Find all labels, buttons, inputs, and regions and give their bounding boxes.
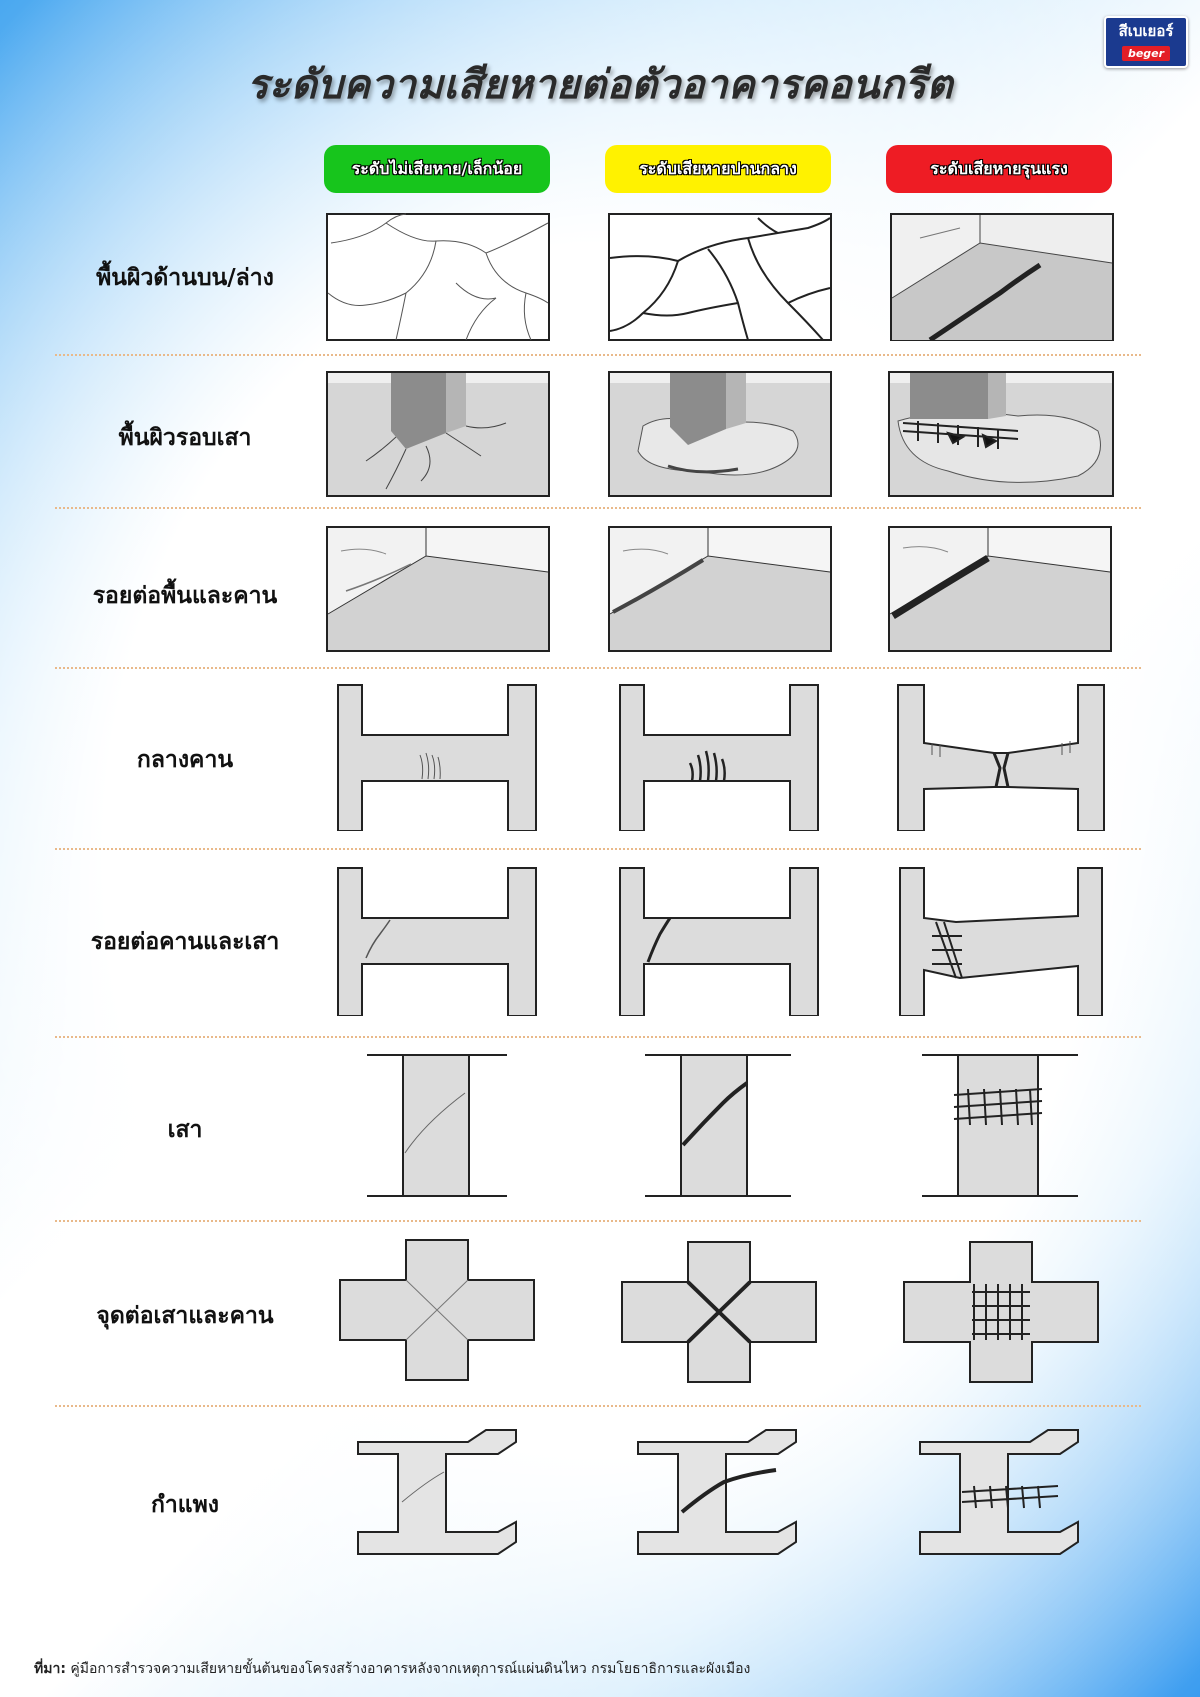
logo-thai-text: สีเบเยอร์ (1118, 22, 1174, 40)
slab-around-column-moderate-illustration (608, 371, 832, 497)
column-moderate-illustration (643, 1053, 793, 1198)
column-beam-connection-moderate-illustration (620, 1240, 818, 1384)
row-label-slab-beam-joint: รอยต่อพื้นและคาน (92, 583, 278, 609)
level-header-minor: ระดับไม่เสียหาย/เล็กน้อย (324, 145, 550, 193)
row-label-slab-around-column: พื้นผิวรอบเสา (118, 425, 252, 451)
row-divider (55, 848, 1141, 850)
row-divider (55, 1405, 1141, 1407)
row-label-wall: กำแพง (150, 1492, 220, 1518)
row-divider (55, 354, 1141, 356)
wall-moderate-illustration (636, 1422, 800, 1572)
slab-beam-joint-severe-illustration (888, 526, 1112, 652)
mid-beam-severe-illustration (896, 683, 1106, 831)
source-prefix: ที่มา: (34, 1661, 66, 1677)
row-label-column-beam-connection: จุดต่อเสาและคาน (96, 1303, 274, 1329)
slab-around-column-severe-illustration (888, 371, 1114, 497)
row-divider (55, 507, 1141, 509)
column-minor-illustration (365, 1053, 509, 1198)
level-header-severe: ระดับเสียหายรุนแรง (886, 145, 1112, 193)
logo-english-text: beger (1122, 46, 1170, 61)
row-label-mid-beam: กลางคาน (136, 747, 234, 773)
slab-surface-severe-illustration (890, 213, 1114, 341)
row-divider (55, 1036, 1141, 1038)
wall-minor-illustration (356, 1422, 518, 1572)
slab-beam-joint-moderate-illustration (608, 526, 832, 652)
source-text: คู่มือการสำรวจความเสียหายขั้นต้นของโครงสร้างอาคารหลังจากเหตุการณ์แผ่นดินไหว กรมโยธาธิการและผังเมือง (70, 1661, 751, 1677)
mid-beam-minor-illustration (332, 683, 542, 831)
column-beam-connection-minor-illustration (338, 1238, 536, 1382)
beam-column-joint-moderate-illustration (614, 866, 824, 1016)
mid-beam-moderate-illustration (614, 683, 824, 831)
beam-column-joint-minor-illustration (332, 866, 542, 1016)
row-label-slab-surface: พื้นผิวด้านบน/ล่าง (96, 265, 274, 291)
row-divider (55, 1220, 1141, 1222)
slab-surface-moderate-illustration (608, 213, 832, 341)
row-divider (55, 667, 1141, 669)
level-header-moderate: ระดับเสียหายปานกลาง (605, 145, 831, 193)
page-title: ระดับความเสียหายต่อตัวอาคารคอนกรีต (246, 62, 954, 108)
row-label-beam-column-joint: รอยต่อคานและเสา (90, 929, 280, 955)
column-severe-illustration (920, 1053, 1080, 1198)
source-note (34, 1658, 750, 1680)
wall-severe-illustration (918, 1422, 1082, 1572)
beam-column-joint-severe-illustration (896, 866, 1106, 1016)
slab-beam-joint-minor-illustration (326, 526, 550, 652)
column-beam-connection-severe-illustration (902, 1240, 1100, 1384)
slab-surface-minor-illustration (326, 213, 550, 341)
row-label-column: เสา (167, 1117, 203, 1143)
slab-around-column-minor-illustration (326, 371, 550, 497)
